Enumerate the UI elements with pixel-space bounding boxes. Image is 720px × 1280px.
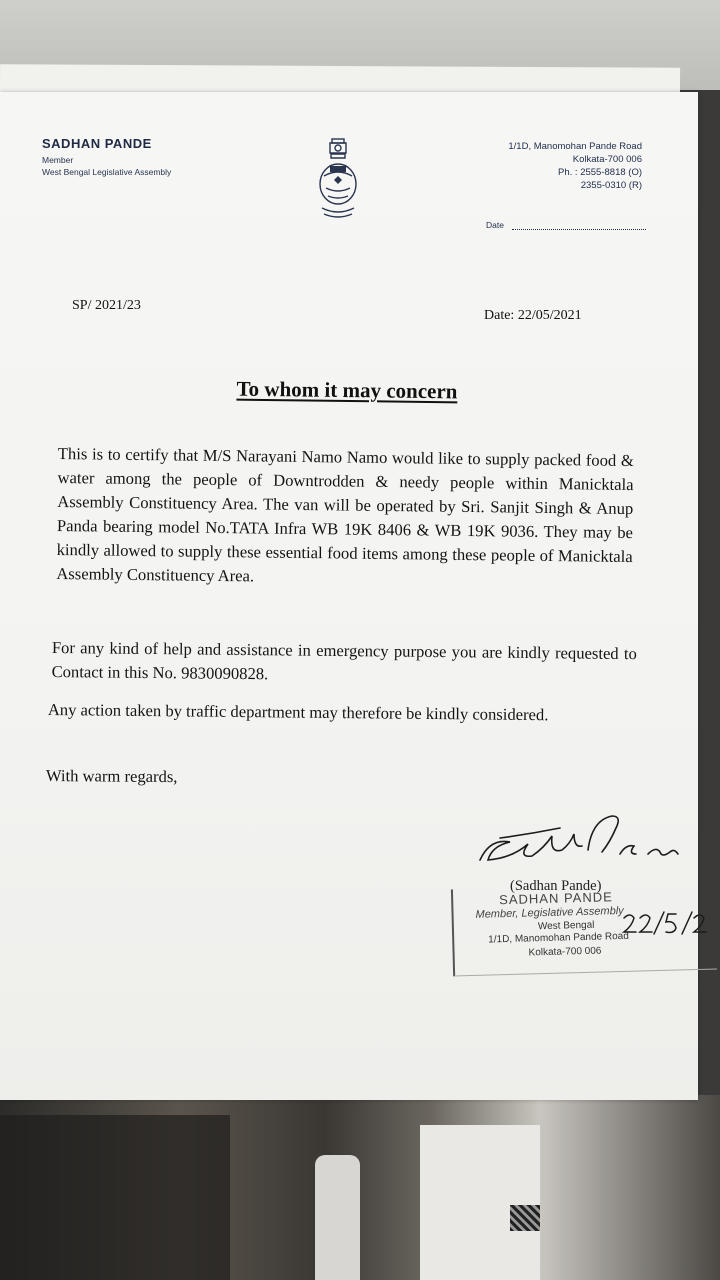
letterhead-org: West Bengal Legislative Assembly <box>42 167 172 177</box>
handwritten-signature <box>470 798 710 878</box>
stamp-address: 1/1D, Manomohan Pande Road <box>488 930 629 946</box>
stamp-state: West Bengal <box>537 919 595 933</box>
body-paragraph-1: This is to certify that M/S Narayani Namo Namo would like to supply packed food & water among the people of Downtrodden & needy people within Manicktala Assembly Constituency Area. The van will be operated by Sri. Sanjit Singh & Anup Panda bearing model No.TATA Infra WB 19K 8406 & WB 19K 9036. They may be kindly allowed to supply these essential food items among these people of Manicktala Assembly Constituency Area. <box>56 443 634 586</box>
heading-text: To whom it may concern <box>236 376 458 404</box>
stamp-city: Kolkata-700 006 <box>528 945 602 959</box>
handwritten-date-mark <box>620 908 712 938</box>
phone-residence: 2355-0310 (R) <box>580 180 642 191</box>
letter-page <box>0 92 698 1100</box>
state-emblem-icon <box>316 136 360 222</box>
address-city: Kolkata-700 006 <box>572 154 642 165</box>
closing-line: With warm regards, <box>45 765 178 787</box>
letter-date: Date: 22/05/2021 <box>484 308 582 323</box>
body-paragraph-2: For any kind of help and assistance in emergency purpose you are kindly requested to Contact in this No. 9830090828. <box>51 637 637 684</box>
stamp-designation: Member, Legislative Assembly <box>475 904 624 921</box>
date-dotted-line <box>512 229 646 230</box>
letterhead-designation <box>42 154 171 178</box>
signatory-name: (Sadhan Pande) <box>510 878 602 894</box>
letterhead-name: SADHAN PANDE <box>42 136 152 151</box>
background-clutter <box>0 1095 720 1280</box>
address-street: 1/1D, Manomohan Pande Road <box>508 141 642 152</box>
stamp-name: SADHAN PANDE <box>498 889 613 908</box>
letterhead-date-label: Date <box>486 220 504 230</box>
reference-number: SP/ 2021/23 <box>72 298 141 313</box>
letterhead-role: Member <box>42 155 74 165</box>
phone-office: Ph. : 2555-8818 (O) <box>558 167 642 178</box>
letterhead-address <box>508 140 642 192</box>
letter-heading <box>0 374 696 408</box>
body-paragraph-3: Any action taken by traffic department may therefore be kindly considered. <box>47 699 549 725</box>
